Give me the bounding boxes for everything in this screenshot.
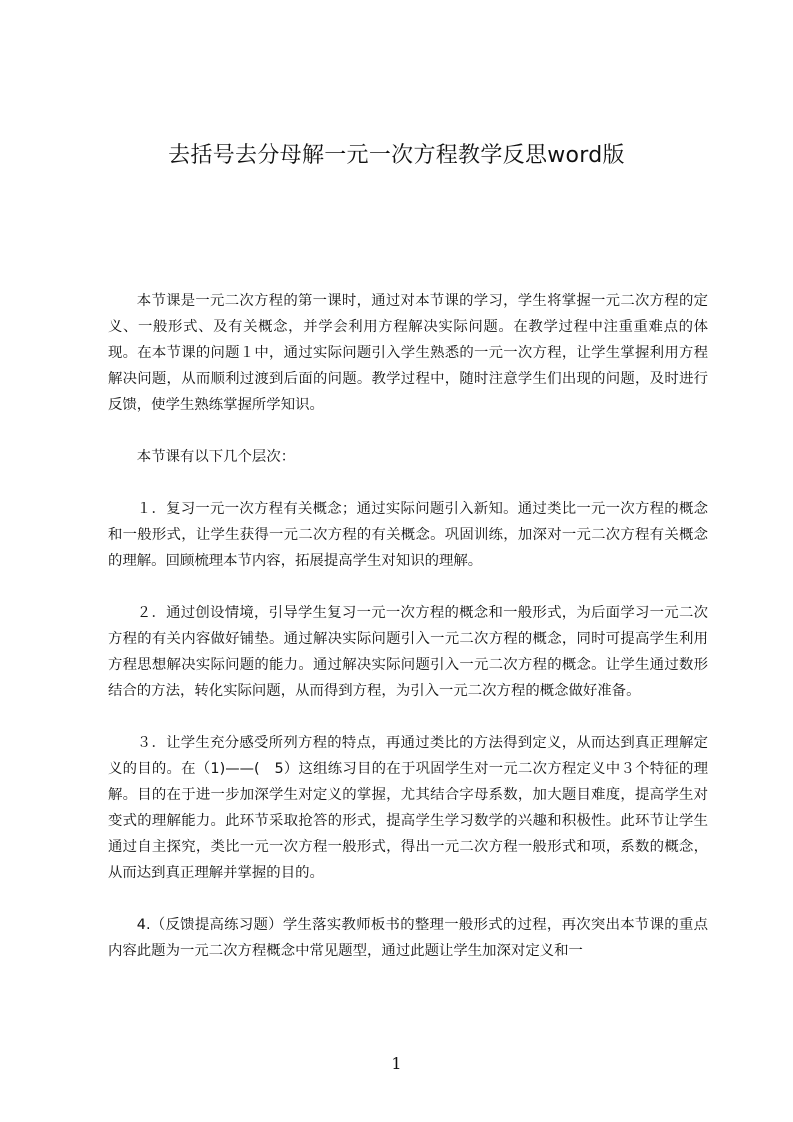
- paragraph-level-4: 4.（反馈提高练习题）学生落实教师板书的整理一般形式的过程，再次突出本节课的重点内容此题为一元二次方程概念中常见题型，通过此题让学生加深对定义和一: [108, 917, 708, 959]
- paragraph-level-3: ３．让学生充分感受所列方程的特点，再通过类比的方法得到定义，从而达到真正理解定义的目的。在（1)——( 5）这组练习目的在于巩固学生对一元二次方程定义中３个特征的理解。目的在于进一步加深学生对定义的掌握，尤其结合字母系数，加大题目难度，提高学生对变式的理解能力。此环节采取抢答的形式，提高学生学习数学的兴趣和积极性。此环节让学生通过自主探究，类比一元一次方程一般形式，得出一元二次方程一般形式和项，系数的概念，从而达到真正理解并掌握的目的。: [108, 735, 708, 881]
- page-number: 1: [391, 1054, 402, 1073]
- paragraph-intro: 本节课是一元二次方程的第一课时，通过对本节课的学习，学生将掌握一元二次方程的定义、一般形式、及有关概念，并学会利用方程解决实际问题。在教学过程中注重重难点的体现。在本节课的问题１中，通过实际问题引入学生熟悉的一元一次方程，让学生掌握利用方程解决问题，从而顺利过渡到后面的问题。教学过程中，随时注意学生们出现的问题，及时进行反馈，使学生熟练掌握所学知识。: [108, 293, 708, 413]
- paragraph-level-1: １．复习一元一次方程有关概念；通过实际问题引入新知。通过类比一元一次方程的概念和一般形式，让学生获得一元二次方程的有关概念。巩固训练，加深对一元二次方程有关概念的理解。回顾梳理本节内容，拓展提高学生对知识的理解。: [108, 501, 708, 569]
- document-body: [108, 288, 708, 990]
- document-title: 去括号去分母解一元一次方程教学反思word版: [168, 143, 625, 168]
- paragraph-levels-heading: 本节课有以下几个层次：: [136, 449, 296, 465]
- paragraph-level-2: ２．通过创设情境，引导学生复习一元一次方程的概念和一般形式，为后面学习一元二次方程的有关内容做好铺垫。通过解决实际问题引入一元二次方程的概念，同时可提高学生利用方程思想解决实际问题的能力。通过解决实际问题引入一元二次方程的概念。让学生通过数形结合的方法，转化实际问题，从而得到方程，为引入一元二次方程的概念做好准备。: [108, 605, 708, 699]
